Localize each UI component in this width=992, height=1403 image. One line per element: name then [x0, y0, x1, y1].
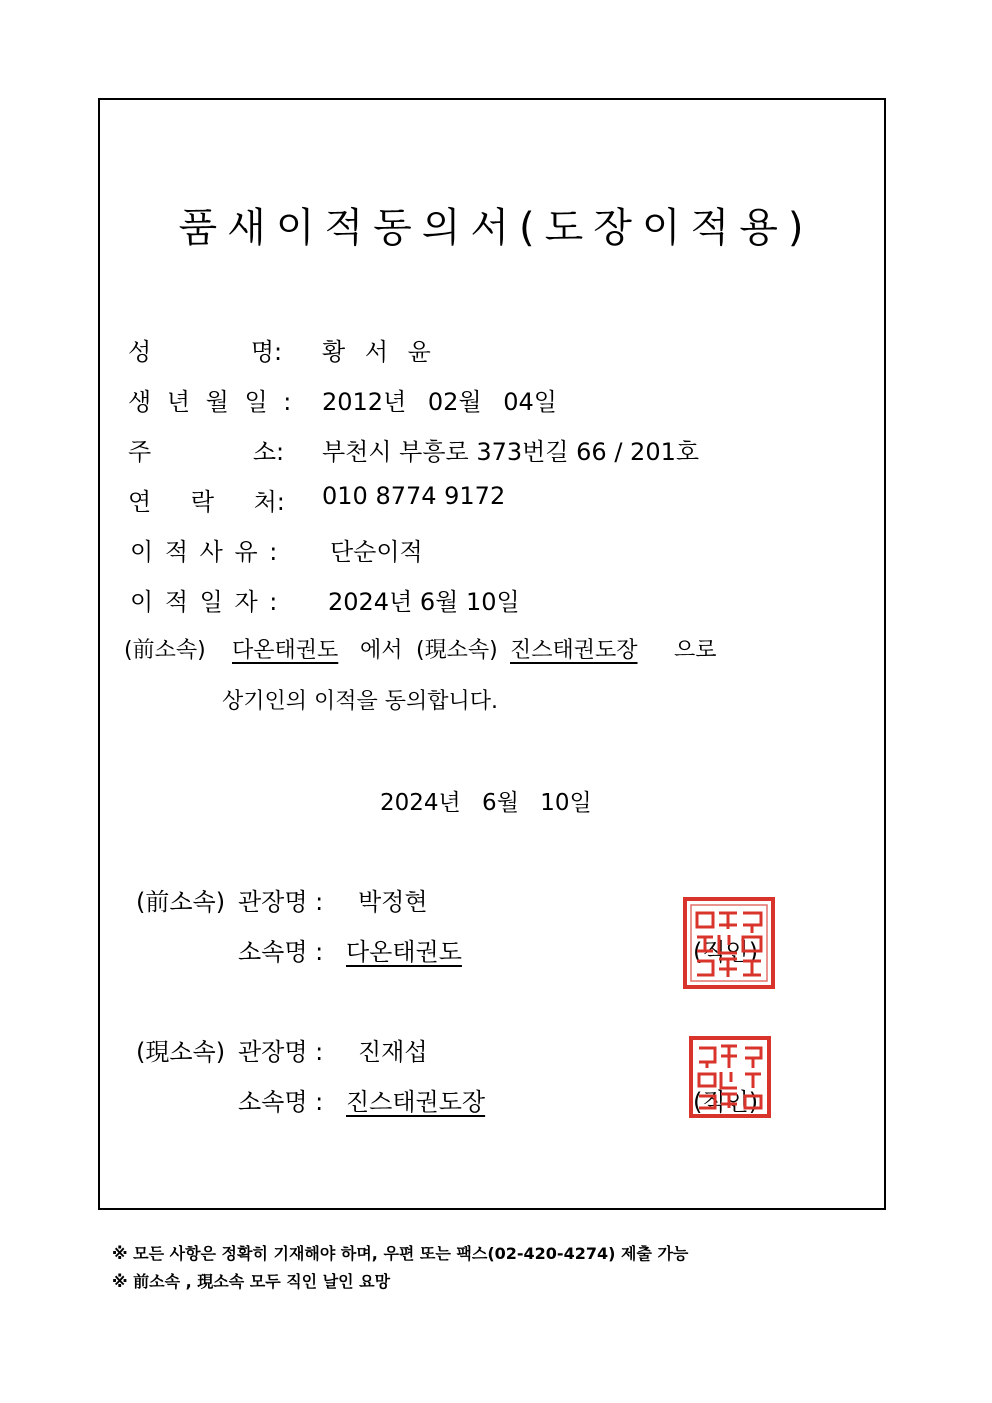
curr-club: 진스태권도장	[510, 638, 638, 663]
curr-official-seal	[689, 1036, 771, 1118]
prev-official-seal	[683, 897, 775, 989]
reason-label: 이 적 사 유 :	[130, 538, 280, 566]
prev-head-label: 관장명 :	[238, 888, 324, 916]
curr-club-label: 소속명 :	[238, 1088, 324, 1116]
prev-club: 다온태권도	[232, 638, 339, 663]
prev-seal-mark: (직인)	[693, 938, 759, 966]
consent-text: 상기인의 이적을 동의합니다.	[222, 689, 499, 714]
footnote-seal-required: ※ 前소속 , 現소속 모두 직인 날인 요망	[112, 1272, 391, 1291]
curr-head-label: 관장명 :	[238, 1038, 324, 1066]
name-label: 성 명:	[128, 338, 283, 366]
contact-value: 010 8774 9172	[322, 482, 506, 510]
transfer-date-label: 이 적 일 자 :	[130, 588, 280, 616]
birth-value: 2012년 02월 04일	[322, 388, 557, 416]
prev-affiliation-tag: (前소속)	[136, 888, 226, 916]
from-text: 에서	[360, 638, 403, 663]
contact-label: 연 락 처:	[128, 488, 285, 516]
to-text: 으로	[674, 638, 717, 663]
curr-affiliation-tag: (現소속)	[136, 1038, 226, 1066]
prev-tag: (前소속)	[124, 638, 206, 663]
birth-label: 생 년 월 일 :	[128, 388, 296, 416]
curr-seal-mark: (직인)	[693, 1088, 759, 1116]
document-title: 품새이적동의서(도장이적용)	[178, 205, 814, 251]
curr-tag: (現소속)	[416, 638, 498, 663]
sign-date: 2024년 6월 10일	[380, 790, 592, 816]
address-label: 주 소:	[128, 438, 285, 466]
prev-head-name: 박정현	[358, 888, 428, 916]
transfer-date-value: 2024년 6월 10일	[328, 588, 520, 616]
prev-seal-graphic	[683, 897, 775, 989]
prev-club-name: 다온태권도	[346, 938, 462, 966]
footnote-submission: ※ 모든 사항은 정확히 기재해야 하며, 우편 또는 팩스(02-420-4274) 제출 가능	[112, 1244, 689, 1263]
address-value: 부천시 부흥로 373번길 66 / 201호	[322, 438, 700, 466]
prev-club-label: 소속명 :	[238, 938, 324, 966]
reason-value: 단순이적	[330, 538, 423, 566]
curr-club-name: 진스태권도장	[346, 1088, 486, 1116]
curr-seal-graphic	[689, 1036, 771, 1118]
name-value: 황 서 윤	[322, 338, 437, 366]
curr-head-name: 진재섭	[358, 1038, 428, 1066]
